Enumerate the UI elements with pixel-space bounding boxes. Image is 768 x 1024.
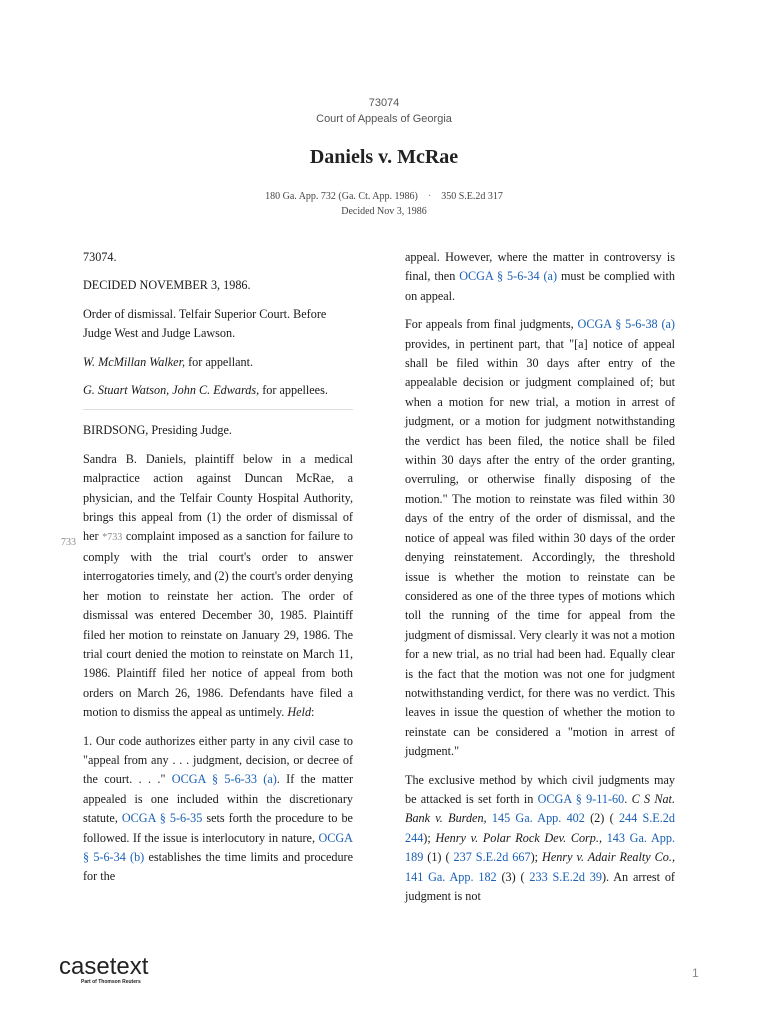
docket-number: 73074 [368, 97, 400, 109]
appellees-role: for appellees. [259, 383, 328, 398]
opinion-docket: 73074. [83, 250, 117, 264]
case-citation-link[interactable]: 143 Ga. App. 189 [405, 830, 676, 865]
paragraph-text: establishes the time limits and procedure for the [83, 849, 354, 884]
logo-wordmark: casetext [59, 953, 149, 980]
case-citation-link[interactable]: 141 Ga. App. 182 [405, 869, 497, 884]
opinion-paragraph [405, 248, 675, 306]
paragraph-text: : [311, 705, 315, 720]
paragraph-text: The exclusive method by which civil judgments may be attacked is set forth in [405, 772, 675, 806]
opinion-paragraph [405, 315, 675, 761]
opinion-paragraph [83, 732, 353, 887]
paragraph-text: For appeals from final judgments, [405, 317, 578, 332]
appellees-counsel [83, 381, 353, 400]
statute-link[interactable]: OCGA § 5-6-38 (a) [577, 317, 675, 332]
decided-date: Decided Nov 3, 1986 [341, 206, 427, 217]
paragraph-text: Sandra B. Daniels, plaintiff below in a medical malpractice action against Duncan McRae, a physician, and the Telfair County Hospital Authority, brings this appeal from (1) the order of dismissal of her [83, 451, 353, 544]
case-citation-link[interactable]: 145 Ga. App. 402 [491, 811, 585, 826]
statute-link[interactable]: OCGA § 5-6-33 (a) [171, 772, 277, 787]
opinion-paragraph [405, 771, 675, 907]
paragraph-text: ); [423, 830, 436, 845]
court-name: Court of Appeals of Georgia [316, 113, 452, 125]
opinion-decided: DECIDED NOVEMBER 3, 1986. [83, 278, 251, 293]
case-name: C S Nat. Bank v. Burden, [405, 791, 675, 826]
case-citation-link[interactable]: 237 S.E.2d 667 [453, 850, 531, 865]
logo-subtitle: Part of Thomson Reuters [81, 979, 141, 985]
statute-link[interactable]: OCGA § 5-6-34 (a) [459, 269, 558, 284]
paragraph-text: sets forth the procedure to be followed. If the issue is interlocutory in nature, [83, 811, 353, 845]
citation-separator: · [427, 191, 432, 202]
casetext-logo [59, 955, 148, 985]
statute-link[interactable]: OCGA § 5-6-35 [121, 811, 203, 826]
right-column [405, 248, 675, 915]
divider [83, 409, 353, 410]
paragraph-text: provides, in pertinent part, that "[a] notice of appeal shall be filed within 30 days after entry of the appealable decision or judgment complained of; but when a motion for new trial, a motion in arrest of judgment, or a motion for judgment notwithstanding the verdict has been filed, the notice shall be filed within 30 days after the entry of the order granting, overruling, or otherwise finally disposing of the motion." The motion to reinstate was filed within 30 days of the entry of the order of dismissal, and the notice of appeal was filed within 30 days of the order denying reinstatement. Accordingly, the threshold issue is whether the motion to reinstate can be considered as one of the three types of motions which toll the running of the time for appeal from the judgment of dismissal. Very clearly it was not a motion for a new trial, as no trial had been had. Equally clear is the fact that the motion was not one for judgment notwithstanding verdict, for there was no verdict. This leaves in issue the question of whether the motion to reinstate can be considered a "motion in arrest of judgment." [405, 336, 675, 759]
appellant-role: for appellant. [185, 354, 254, 369]
case-title: Daniels v. McRae [309, 146, 459, 168]
case-name: Henry v. Adair Realty Co., [542, 850, 675, 865]
paragraph-text: 1. Our code authorizes either party in any civil case to "appeal from any . . . judgment, decision, or decree of the court. . . ." [83, 733, 353, 787]
left-column [83, 248, 353, 896]
paragraph-text: appeal. However, where the matter in controversy is final, then [405, 250, 675, 284]
order-line: Order of dismissal. Telfair Superior Court. Before Judge West and Judge Lawson. [83, 306, 327, 341]
case-citation-link[interactable]: 244 S.E.2d 244 [405, 811, 675, 845]
appellant-name: W. McMillan Walker, [83, 354, 186, 369]
page-number: 1 [692, 966, 699, 980]
paragraph-text: (3) ( [496, 869, 530, 884]
paragraph-text: . If the matter appealed is one included within the discretionary statute, [83, 772, 353, 826]
appellant-counsel [83, 353, 353, 372]
statute-link[interactable]: OCGA § 9-11-60 [537, 791, 625, 806]
paragraph-text: (1) ( [423, 850, 454, 865]
opinion-paragraph [83, 450, 353, 723]
margin-page-number: 733 [61, 537, 76, 548]
case-name: Henry v. Polar Rock Dev. Corp., [435, 830, 602, 845]
citation-line [0, 191, 768, 202]
paragraph-text: ); [530, 850, 543, 865]
paragraph-text: must be complied with on appeal. [405, 269, 675, 303]
statute-link[interactable]: OCGA § 5-6-34 (b) [83, 830, 353, 864]
case-citation-link[interactable]: 233 S.E.2d 39 [529, 869, 602, 884]
citation-secondary: 350 S.E.2d 317 [441, 191, 503, 202]
held-label: Held [287, 705, 312, 720]
citation-primary: 180 Ga. App. 732 (Ga. Ct. App. 1986) [265, 191, 418, 202]
paragraph-text: complaint imposed as a sanction for failure to comply with the trial court's order to answer interrogatories timely, and (2) the court's order denying her motion to reinstate her action. The order of dismissal was entered December 30, 1985. Plaintiff filed her motion to reinstate on January 29, 1986. The trial court denied the motion to reinstate on March 11, 1986. Plaintiff filed her notice of appeal from both orders on March 26, 1986. Defendants have filed a motion to dismiss the appeal as untimely. [83, 529, 353, 720]
appellees-names: G. Stuart Watson, John C. Edwards, [83, 383, 260, 398]
paragraph-text: . [624, 791, 632, 806]
paragraph-text: (2) ( [584, 811, 619, 826]
page-marker: *733 [102, 532, 123, 544]
paragraph-text: ). An arrest of judgment is not [405, 869, 675, 903]
judge-line: BIRDSONG, Presiding Judge. [83, 423, 232, 438]
